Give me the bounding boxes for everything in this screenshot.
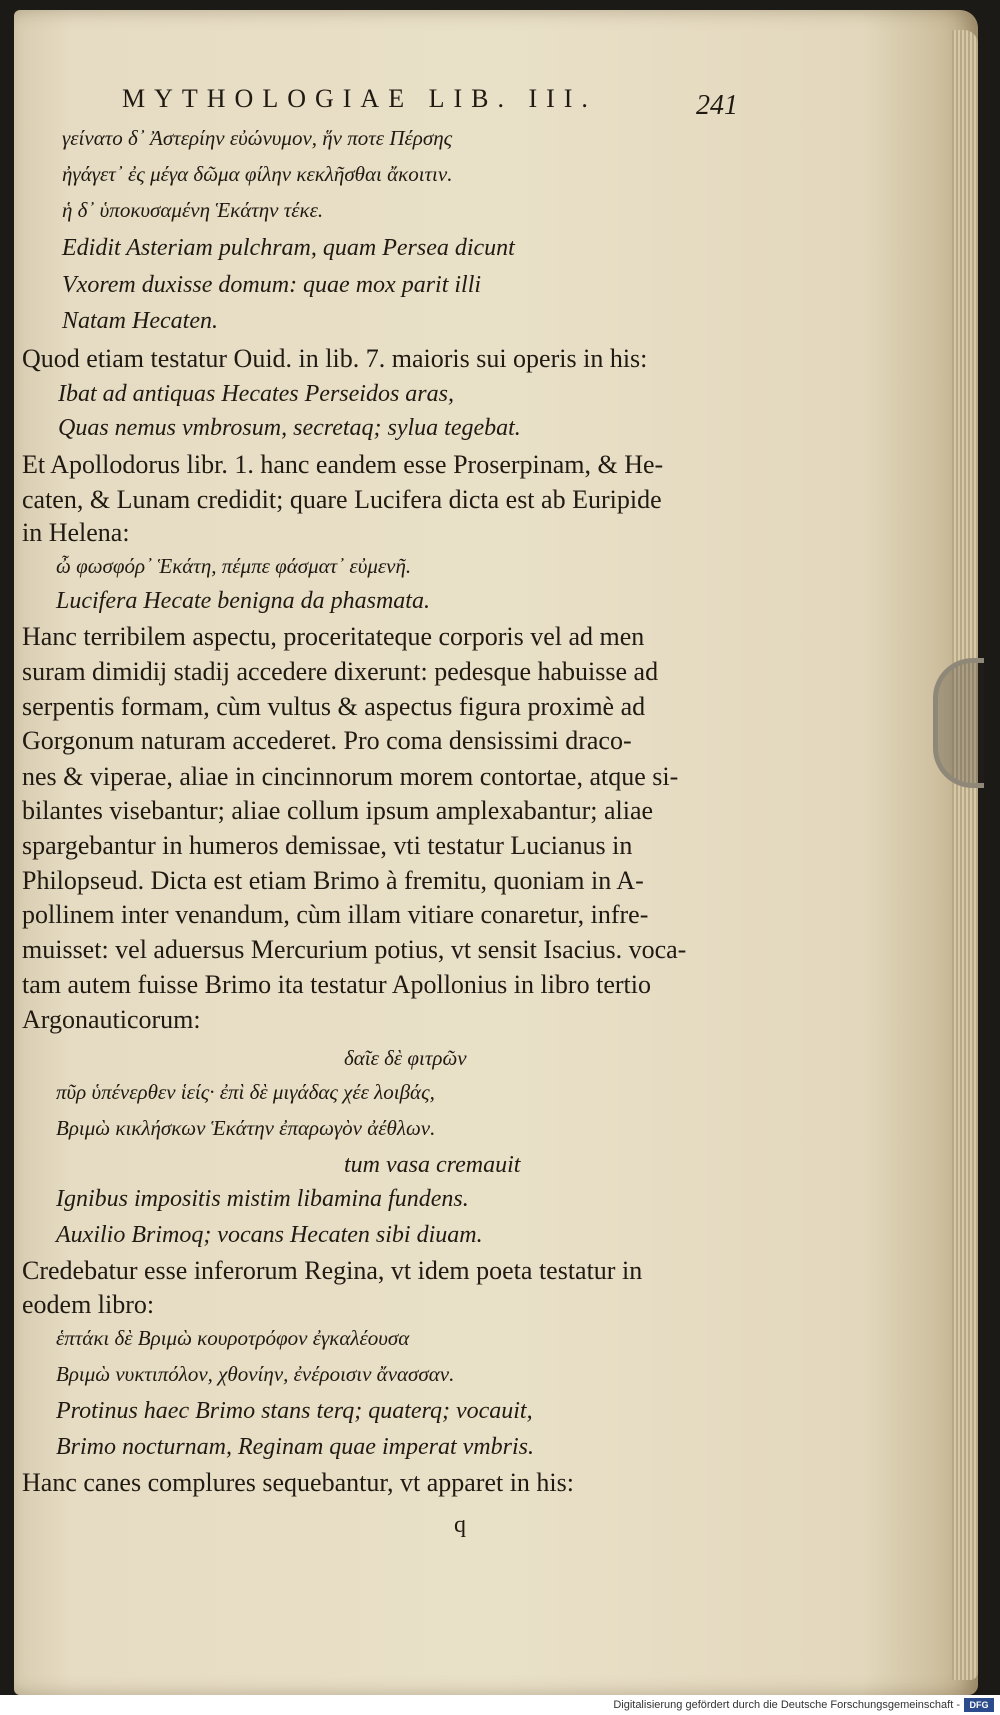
text-line: Βριμὼ κικλήσκων Ἑκάτην ἐπαρωγὸν ἀέθλων. (56, 1116, 436, 1140)
text-line: Philopseud. Dicta est etiam Brimo à fremitu, quoniam in A- (22, 866, 644, 895)
text-line: serpentis formam, cùm vultus & aspectus figura proximè ad (22, 692, 646, 721)
digitization-footer (0, 1695, 1000, 1715)
folio-number: 241 (696, 90, 738, 121)
text-line: in Helena: (22, 518, 130, 547)
page-edges (952, 30, 978, 1680)
text-line: Βριμὼ νυκτιπόλον, χθονίην, ἐνέροισιν ἄνασσαν. (56, 1362, 455, 1386)
text-line: Lucifera Hecate benigna da phasmata. (56, 588, 430, 614)
text-line: δαῖε δὲ φιτρῶν (344, 1046, 467, 1070)
text-line: Et Apollodorus libr. 1. hanc eandem esse Proserpinam, & He- (22, 450, 664, 479)
text-line: Quas nemus vmbrosum, secretaq; sylua tegebat. (58, 415, 521, 441)
text-line: Credebatur esse inferorum Regina, vt idem poeta testatur in (22, 1256, 643, 1285)
text-line: muisset: vel aduersus Mercurium potius, vt sensit Isacius. voca- (22, 935, 687, 964)
text-line: suram dimidij stadij accedere dixerunt: pedesque habuisse ad (22, 657, 659, 686)
text-line: Brimo nocturnam, Reginam quae imperat vmbris. (56, 1434, 534, 1460)
text-line: caten, & Lunam credidit; quare Lucifera dicta est ab Euripide (22, 485, 662, 514)
text-line: Auxilio Brimoq; vocans Hecaten sibi diuam. (56, 1222, 483, 1248)
text-line: Vxorem duxisse domum: quae mox parit illi (62, 272, 482, 298)
dfg-logo: DFG (964, 1698, 994, 1712)
text-line: Gorgonum naturam accederet. Pro coma densissimi draco- (22, 726, 632, 755)
text-line: Quod etiam testatur Ouid. in lib. 7. maioris sui operis in his: (22, 344, 648, 373)
text-line: Hanc canes complures sequebantur, vt apparet in his: (22, 1468, 574, 1497)
text-line: spargebantur in humeros demissae, vti testatur Lucianus in (22, 831, 633, 860)
text-line: pollinem inter venandum, cùm illam vitiare conaretur, infre- (22, 900, 649, 929)
text-line: Edidit Asteriam pulchram, quam Persea dicunt (62, 235, 515, 261)
signature-mark: q (454, 1512, 466, 1538)
text-line: ἠγάγετ᾽ ἐς μέγα δῶμα φίλην κεκλῆσθαι ἄκοιτιν. (62, 162, 453, 186)
text-line: Natam Hecaten. (62, 308, 218, 334)
text-line: ὦ φωσφόρ᾽ Ἑκάτη, πέμπε φάσματ᾽ εὐμενῆ. (56, 554, 412, 578)
text-line: tam autem fuisse Brimo ita testatur Apollonius in libro tertio (22, 970, 651, 999)
text-line: Argonauticorum: (22, 1005, 201, 1034)
text-line: nes & viperae, aliae in cincinnorum morem contortae, atque si- (22, 762, 679, 791)
text-line: Ignibus impositis mistim libamina fundens. (56, 1186, 469, 1212)
text-line: πῦρ ὑπένερθεν ἱείς· ἐπὶ δὲ μιγάδας χέε λοιβάς, (56, 1080, 435, 1104)
footer-credit: Digitalisierung gefördert durch die Deutsche Forschungsgemeinschaft - (613, 1699, 960, 1711)
text-line: eodem libro: (22, 1290, 155, 1319)
text-line: tum vasa cremauit (344, 1152, 521, 1178)
text-line: ἡ δ᾽ ὑποκυσαμένη Ἑκάτην τέκε. (62, 198, 324, 222)
text-line: ἑπτάκι δὲ Βριμὼ κουροτρόφον ἐγκαλέουσα (56, 1326, 410, 1350)
book-clasp (933, 658, 984, 788)
running-title: MYTHOLOGIAE LIB. III. (122, 84, 597, 113)
text-line: Protinus haec Brimo stans terq; quaterq; vocauit, (56, 1398, 533, 1424)
book-page (14, 10, 978, 1695)
text-line: γείνατο δ᾽ Ἀστερίην εὐώνυμον, ἥν ποτε Πέρσης (62, 126, 453, 150)
text-line: bilantes visebantur; aliae collum ipsum amplexabantur; aliae (22, 796, 654, 825)
text-line: Ibat ad antiquas Hecates Perseidos aras, (58, 381, 454, 407)
text-line: Hanc terribilem aspectu, proceritateque corporis vel ad men (22, 622, 645, 651)
